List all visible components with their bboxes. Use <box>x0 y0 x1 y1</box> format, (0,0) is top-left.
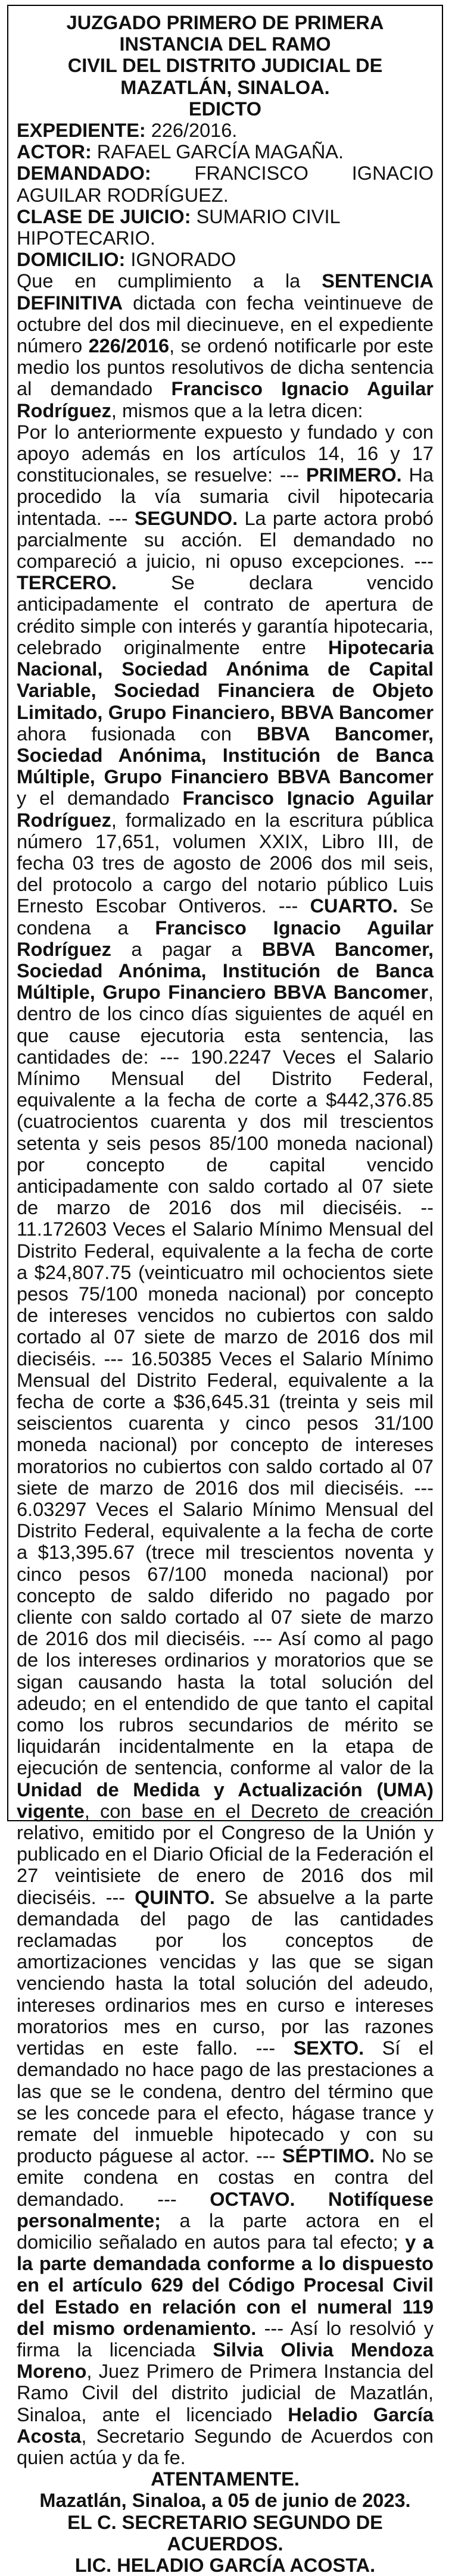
resolution-text: Sí el demandado no hace pago de las prestaciones a las que se le condena, dentro del término que se les concede para el efecto, hágase trance y remate del inmueble hipotecado y con su producto páguese al actor. --- <box>17 2037 434 2167</box>
resolution-text: , con base en el Decreto de creación relativo, emitido por el Congreso de la Unión y publicado en el Diario Oficial de la Federación el 27 veintisiete de enero de 2016 dos mil dieciséis. --- <box>17 1800 434 1908</box>
intro-text: , se ordenó notificarle por este medio los puntos resolutivos de dicha sentencia al demandado <box>17 335 434 400</box>
expediente-label: EXPEDIENTE: <box>17 120 146 142</box>
resolution-text: a pagar a <box>111 938 262 960</box>
resolution-point-primero: PRIMERO. <box>306 464 402 486</box>
resolution-text: y el demandado <box>17 787 183 809</box>
intro-paragraph <box>17 270 434 421</box>
intro-text: Que en cumplimiento a la <box>17 270 322 292</box>
resolution-text: , dentro de los cinco días siguientes de aquél en que cause ejecutoria esta sentencia, las cantidades de: --- 190.2247 Veces el Salario Mínimo Mensual del Distrito Federal, equivalente a la fecha de corte a $442,376.85 (cuatrocientos cuarenta y dos mil trescientos setenta y seis pesos 85/100 moneda nacional) por concepto de capital vencido anticipadamente con saldo cortado al 07 siete de marzo de 2016 dos mil dieciséis. -- 11.172603 Veces el Salario Mínimo Mensual del Distrito Federal, equivalente a la fecha de corte a $24,807.75 (veinticuatro mil ochocientos siete pesos 75/100 moneda nacional) por concepto de intereses vencidos no cubiertos con saldo cortado al 07 siete de marzo de 2016 dos mil dieciséis. --- 16.50385 Veces el Salario Mínimo Mensual del Distrito Federal, equivalente a la fecha de corte a $36,645.31 (treinta y seis mil seiscientos cuarenta y cinco pesos 31/100 moneda nacional) por concepto de intereses moratorios no cubiertos con saldo cortado al 07 siete de marzo de 2016 dos mil dieciséis. --- 6.03297 Veces el Salario Mínimo Mensual del Distrito Federal, equivalente a la fecha de corte a $13,395.67 (trece mil trescientos noventa y cinco pesos 67/100 moneda nacional) por concepto de saldo diferido no pagado por cliente con saldo cortado al 07 siete de marzo de 2016 dos mil dieciséis. --- Así como al pago de los intereses ordinarios y moratorios que se sigan causando hasta la total solución del adeudo; en el entendido de que tanto el capital como los rubros secundarios de mérito se liquidarán incidentalmente en la etapa de ejecución de sentencia, conforme al valor de la <box>17 981 434 1779</box>
resolution-bold: Francisco Ignacio Aguilar Rodríguez <box>17 787 434 831</box>
resolution-bold: Francisco Ignacio Aguilar Rodríguez <box>17 917 434 960</box>
domicilio-label: DOMICILIO: <box>17 249 126 271</box>
resolution-point-cuarto: CUARTO. <box>310 895 398 917</box>
resolution-text: , formalizado en la escritura pública número 17,651, volumen XXIX, Libro III, de fecha 03 tres de agosto de 2006 dos mil seis, del protocolo a cargo del notario público Luis Ernesto Escobar Ontiveros. --- <box>17 809 434 917</box>
demandado-value: FRANCISCO IGNACIO AGUILAR RODRÍGUEZ. <box>17 162 434 206</box>
resolution-point-quinto: QUINTO. <box>135 1886 215 1908</box>
resolution-text: , Juez Primero de Primera Instancia del Ramo Civil del distrito judicial de Mazatlán, Sinaloa, ante el licenciado <box>17 2361 434 2425</box>
resolution-text: Se absuelve a la parte demandada del pago de las cantidades reclamadas por los conceptos de amortizaciones vencidas y las que se sigan venciendo hasta la total solución del adeudo, intereses ordinarios mes en curso e intereses moratorios mes en curso, por las razones vertidas en este fallo. --- <box>17 1886 434 2059</box>
intro-text: , mismos que a la letra dicen: <box>111 399 363 421</box>
resolution-text: Se condena a <box>17 895 434 939</box>
resolution-text: No se emite condena en costas en contra del demandado. --- <box>17 2145 434 2210</box>
resolution-point-septimo: SÉPTIMO. <box>282 2145 375 2167</box>
resolution-point-tercero: TERCERO. <box>17 572 117 594</box>
resolution-point-segundo: SEGUNDO. <box>134 507 238 529</box>
resolution-bold: Unidad de Medida y Actualización (UMA) vigente <box>17 1778 434 1822</box>
resolution-paragraph <box>17 421 434 2468</box>
field-expediente <box>17 120 434 141</box>
clase-label: CLASE DE JUICIO: <box>17 205 191 227</box>
field-clase-juicio <box>17 206 434 249</box>
actor-label: ACTOR: <box>17 141 92 163</box>
signer-name: LIC. HELADIO GARCÍA ACOSTA. <box>74 2554 376 2576</box>
closing-atentamente: ATENTAMENTE. <box>151 2468 300 2490</box>
domicilio-value: IGNORADO <box>125 249 236 271</box>
resolution-text: Por lo anteriormente expuesto y fundado y con apoyo además en los artículos 14, 16 y 17 constitucionales, se resuelve: --- <box>17 421 434 486</box>
secretary-name: Heladio García Acosta <box>17 2403 434 2447</box>
intro-bold: SENTENCIA DEFINITIVA <box>17 270 434 314</box>
court-name-line1: JUZGADO PRIMERO DE PRIMERA INSTANCIA DEL RAMO <box>66 12 384 55</box>
field-domicilio <box>17 249 434 270</box>
resolution-text: ahora fusionada con <box>17 723 257 745</box>
resolution-point-sexto: SEXTO. <box>293 2037 364 2059</box>
resolution-text: a la parte actora en el domicilio señalado en autos para tal efecto; <box>17 2209 434 2253</box>
resolution-bold: BBVA Bancomer, Sociedad Anónima, Institución de Banca Múltiple, Grupo Financiero BBVA Bancomer <box>17 938 434 1003</box>
actor-value: RAFAEL GARCÍA MAGAÑA. <box>91 141 344 163</box>
edict-notice <box>7 5 443 2576</box>
intro-bold: 226/2016 <box>88 335 170 357</box>
place-date: Mazatlán, Sinaloa, a 05 de junio de 2023. <box>39 2490 411 2512</box>
resolution-text: --- Así lo resolvió y firma la licenciada <box>17 2317 434 2361</box>
clase-value: SUMARIO CIVIL HIPOTECARIO. <box>17 205 340 249</box>
resolution-text: Se declara vencido anticipadamente el contrato de apertura de crédito simple con interés y garantía hipotecaria, celebrado originalmente entre <box>17 572 434 658</box>
field-demandado <box>17 162 434 205</box>
signer-title: EL C. SECRETARIO SEGUNDO DE ACUERDOS. <box>67 2511 383 2555</box>
intro-bold: Francisco Ignacio Aguilar Rodríguez <box>17 378 434 421</box>
edict-title: EDICTO <box>188 98 262 120</box>
resolution-point-octavo: OCTAVO. Notifíquese personalmente; <box>17 2188 434 2231</box>
intro-text: dictada con fecha veintinueve de octubre del dos mil diecinueve, en el expediente número <box>17 292 434 357</box>
judge-name: Silvia Olivia Mendoza Moreno <box>17 2339 434 2383</box>
resolution-bold: Hipotecaria Nacional, Sociedad Anónima de Capital Variable, Sociedad Financiera de Objeto Limitado, Grupo Financiero, BBVA Bancomer <box>17 636 434 723</box>
field-actor <box>17 141 434 162</box>
resolution-text: Ha procedido la vía sumaria civil hipotecaria intentada. --- <box>17 464 434 529</box>
expediente-value: 226/2016. <box>145 120 238 142</box>
resolution-bold: BBVA Bancomer, Sociedad Anónima, Institución de Banca Múltiple, Grupo Financiero BBVA Bancomer <box>17 723 434 788</box>
resolution-text: , Secretario Segundo de Acuerdos con quien actúa y da fe. <box>17 2425 434 2468</box>
demandado-label: DEMANDADO: <box>17 162 151 185</box>
court-name-line2: CIVIL DEL DISTRITO JUDICIAL DE MAZATLÁN, SINALOA. <box>67 55 383 98</box>
resolution-text: La parte actora probó parcialmente su acción. El demandado no compareció a juicio, ni opuso excepciones. --- <box>17 507 434 573</box>
resolution-bold: y a la parte demandada conforme a lo dispuesto en el artículo 629 del Código Procesal Civil del Estado en relación con el numeral 119 del mismo ordenamiento. <box>17 2231 434 2339</box>
